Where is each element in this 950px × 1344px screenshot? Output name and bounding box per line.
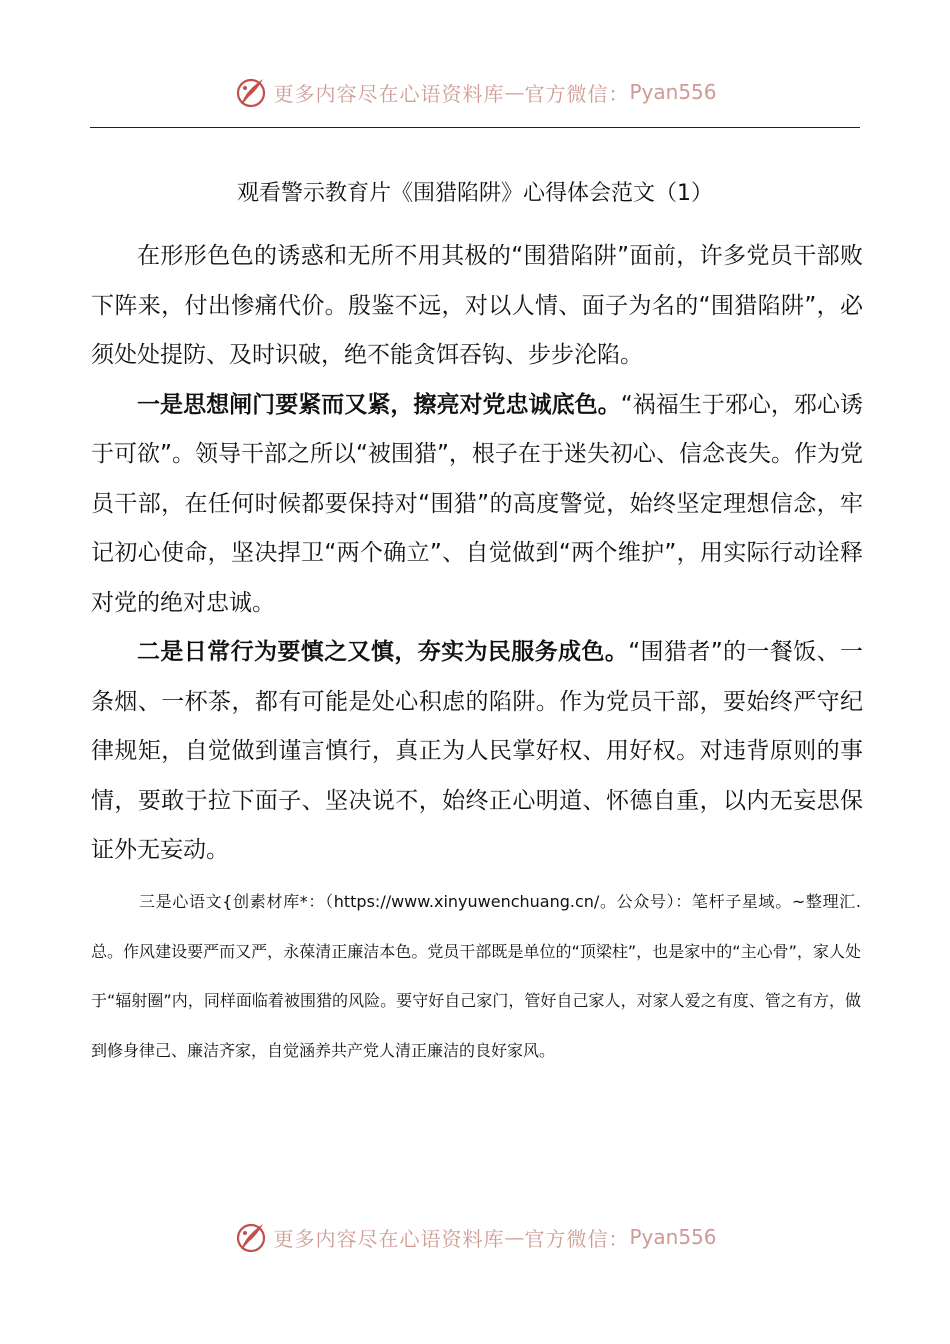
header-watermark-banner [0,70,950,114]
banner-contact-code: Pyan556 [629,80,717,104]
banner-separator: — [504,1225,525,1249]
header-divider [90,127,860,128]
banner-slogan: 更多内容尽在心语资料库 [273,81,505,106]
banner-contact-label: 官方微信： [524,1226,630,1251]
footer-watermark-banner [0,1215,950,1259]
point-one-text: “祸福生于邪心，邪心诱于可欲”。领导干部之所以“被围猎”，根子在于迷失初心、信念丧失。作为党员干部，在任何时候都要保持对“围猎”的高度警觉，始终坚定理想信念，牢记初心使命，坚决捍卫“两个确立”、自觉做到“两个维护”，用实际行动诠释对党的绝对忠诚。 [91,391,863,616]
banner-contact-code: Pyan556 [629,1225,717,1249]
document-body-small [91,877,861,1075]
paragraph-point-three: 三是心语文{创素材库*：（https://www.xinyuwenchuang.cn/。公众号）：笔杆子星域。~整理汇.总。作风建设要严而又严，永葆清正廉洁本色。党员干部既是单位的“顶梁柱”，也是家中的“主心骨”，家人处于“辐射圈”内，同样面临着被围猎的风险。要守好自己家门，管好自己家人，对家人爱之有度、管之有方，做到修身律己、廉洁齐家，自觉涵养共产党人清正廉洁的良好家风。 [91,892,861,1060]
paragraph-intro: 在形形色色的诱惑和无所不用其极的“围猎陷阱”面前，许多党员干部败下阵来，付出惨痛代价。殷鉴不远，对以人情、面子为名的“围猎陷阱”，必须处处提防、及时识破，绝不能贪饵吞钩、步步沦陷。 [91,243,863,368]
banner-contact-label: 官方微信： [524,81,630,106]
point-one-heading: 一是思想闸门要紧而又紧，擦亮对党忠诚底色。 [137,391,621,418]
quill-logo-icon [233,1219,269,1255]
paragraph-point-one [91,381,863,629]
banner-slogan: 更多内容尽在心语资料库 [273,1226,505,1251]
paragraph-point-two [91,628,863,876]
point-two-text: “围猎者”的一餐饭、一条烟、一杯茶，都有可能是处心积虑的陷阱。作为党员干部，要始终严守纪律规矩，自觉做到谨言慎行，真正为人民掌好权、用好权。对违背原则的事情，要敢于拉下面子、坚决说不，始终正心明道、怀德自重，以内无妄思保证外无妄动。 [91,639,864,863]
banner-separator: — [504,80,525,104]
document-body [91,232,863,876]
document-title: 观看警示教育片《围猎陷阱》心得体会范文（1） [237,181,713,206]
point-two-heading: 二是日常行为要慎之又慎，夯实为民服务成色。 [137,639,629,665]
quill-logo-icon [233,74,269,110]
